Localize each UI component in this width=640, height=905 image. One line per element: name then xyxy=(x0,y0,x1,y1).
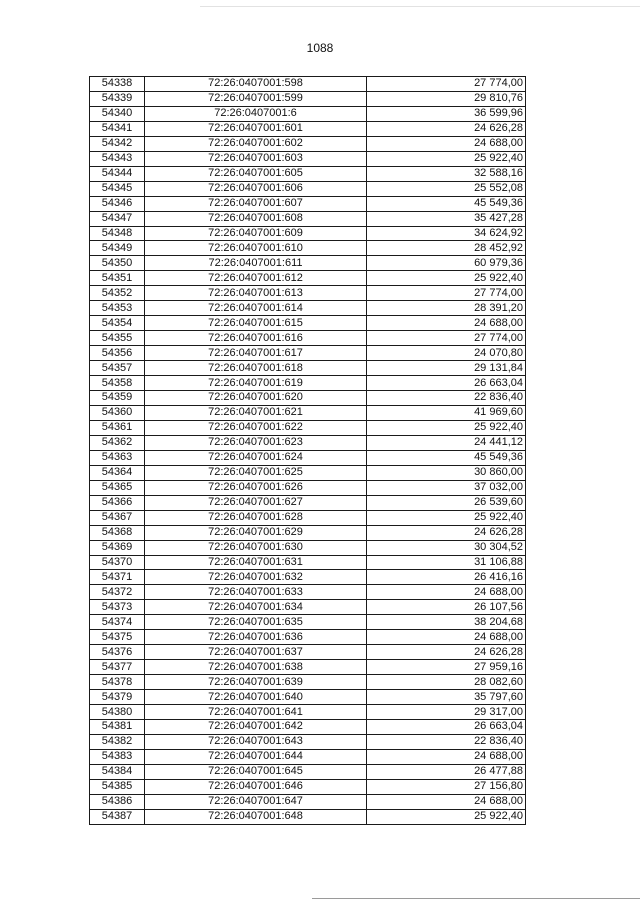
cadastral-value-cell: 38 204,68 xyxy=(367,615,526,630)
cadastral-number-cell: 72:26:0407001:609 xyxy=(145,226,367,241)
row-number-cell: 54373 xyxy=(90,600,145,615)
cadastral-number-cell: 72:26:0407001:614 xyxy=(145,301,367,316)
table-row xyxy=(90,316,526,331)
row-number-cell: 54362 xyxy=(90,435,145,450)
cadastral-number-cell: 72:26:0407001:628 xyxy=(145,510,367,525)
row-number-cell: 54377 xyxy=(90,660,145,675)
cadastral-number-cell: 72:26:0407001:631 xyxy=(145,555,367,570)
cadastral-value-cell: 35 797,60 xyxy=(367,690,526,705)
row-number-cell: 54375 xyxy=(90,630,145,645)
cadastral-value-cell: 24 626,28 xyxy=(367,525,526,540)
cadastral-value-cell: 34 624,92 xyxy=(367,226,526,241)
row-number-cell: 54348 xyxy=(90,226,145,241)
cadastral-value-cell: 26 416,16 xyxy=(367,570,526,585)
row-number-cell: 54369 xyxy=(90,540,145,555)
row-number-cell: 54338 xyxy=(90,77,145,92)
cadastral-value-cell: 35 427,28 xyxy=(367,211,526,226)
table-row xyxy=(90,241,526,256)
cadastral-number-cell: 72:26:0407001:626 xyxy=(145,480,367,495)
row-number-cell: 54347 xyxy=(90,211,145,226)
page-number: 1088 xyxy=(306,41,334,55)
cadastral-number-cell: 72:26:0407001:632 xyxy=(145,570,367,585)
cadastral-number-cell: 72:26:0407001:636 xyxy=(145,630,367,645)
row-number-cell: 54351 xyxy=(90,271,145,286)
cadastral-value-cell: 30 860,00 xyxy=(367,465,526,480)
cadastral-number-cell: 72:26:0407001:607 xyxy=(145,196,367,211)
cadastral-number-cell: 72:26:0407001:624 xyxy=(145,450,367,465)
row-number-cell: 54378 xyxy=(90,675,145,690)
table-row xyxy=(90,121,526,136)
cadastral-value-cell: 25 922,40 xyxy=(367,510,526,525)
cadastral-number-cell: 72:26:0407001:619 xyxy=(145,376,367,391)
table-row xyxy=(90,346,526,361)
cadastral-number-cell: 72:26:0407001:642 xyxy=(145,719,367,734)
table-row xyxy=(90,391,526,406)
table-row xyxy=(90,256,526,271)
table-row xyxy=(90,465,526,480)
cadastral-number-cell: 72:26:0407001:623 xyxy=(145,435,367,450)
cadastral-number-cell: 72:26:0407001:599 xyxy=(145,91,367,106)
cadastral-value-cell: 31 106,88 xyxy=(367,555,526,570)
cadastral-number-cell: 72:26:0407001:644 xyxy=(145,749,367,764)
table-row xyxy=(90,794,526,809)
cadastral-number-cell: 72:26:0407001:648 xyxy=(145,809,367,824)
cadastral-number-cell: 72:26:0407001:646 xyxy=(145,779,367,794)
cadastral-value-cell: 29 317,00 xyxy=(367,705,526,720)
cadastral-number-cell: 72:26:0407001:617 xyxy=(145,346,367,361)
row-number-cell: 54383 xyxy=(90,749,145,764)
cadastral-number-cell: 72:26:0407001:613 xyxy=(145,286,367,301)
cadastral-number-cell: 72:26:0407001:6 xyxy=(145,106,367,121)
row-number-cell: 54345 xyxy=(90,181,145,196)
row-number-cell: 54379 xyxy=(90,690,145,705)
table-row xyxy=(90,77,526,92)
table-row xyxy=(90,286,526,301)
row-number-cell: 54374 xyxy=(90,615,145,630)
cadastral-number-cell: 72:26:0407001:637 xyxy=(145,645,367,660)
table-row xyxy=(90,719,526,734)
cadastral-value-cell: 30 304,52 xyxy=(367,540,526,555)
table-row xyxy=(90,361,526,376)
row-number-cell: 54368 xyxy=(90,525,145,540)
cadastral-number-cell: 72:26:0407001:625 xyxy=(145,465,367,480)
cadastral-value-cell: 45 549,36 xyxy=(367,196,526,211)
cadastral-value-cell: 24 688,00 xyxy=(367,585,526,600)
cadastral-number-cell: 72:26:0407001:598 xyxy=(145,77,367,92)
row-number-cell: 54353 xyxy=(90,301,145,316)
cadastral-value-cell: 25 922,40 xyxy=(367,420,526,435)
row-number-cell: 54371 xyxy=(90,570,145,585)
table-row xyxy=(90,645,526,660)
table-row xyxy=(90,226,526,241)
cadastral-value-cell: 24 626,28 xyxy=(367,645,526,660)
cadastral-value-cell: 26 107,56 xyxy=(367,600,526,615)
row-number-cell: 54385 xyxy=(90,779,145,794)
table-row xyxy=(90,211,526,226)
cadastral-value-cell: 27 774,00 xyxy=(367,331,526,346)
cadastral-value-cell: 22 836,40 xyxy=(367,391,526,406)
cadastral-number-cell: 72:26:0407001:602 xyxy=(145,136,367,151)
row-number-cell: 54341 xyxy=(90,121,145,136)
table-row xyxy=(90,91,526,106)
cadastral-value-cell: 27 156,80 xyxy=(367,779,526,794)
cadastral-number-cell: 72:26:0407001:621 xyxy=(145,405,367,420)
cadastral-number-cell: 72:26:0407001:612 xyxy=(145,271,367,286)
table-row xyxy=(90,615,526,630)
cadastral-number-cell: 72:26:0407001:629 xyxy=(145,525,367,540)
table-row xyxy=(90,301,526,316)
cadastral-value-cell: 41 969,60 xyxy=(367,405,526,420)
cadastral-number-cell: 72:26:0407001:601 xyxy=(145,121,367,136)
cadastral-number-cell: 72:26:0407001:611 xyxy=(145,256,367,271)
table-row xyxy=(90,480,526,495)
table-row xyxy=(90,764,526,779)
cadastral-value-cell: 27 959,16 xyxy=(367,660,526,675)
cadastral-value-cell: 24 070,80 xyxy=(367,346,526,361)
cadastral-value-cell: 27 774,00 xyxy=(367,286,526,301)
cadastral-number-cell: 72:26:0407001:640 xyxy=(145,690,367,705)
cadastral-value-cell: 24 688,00 xyxy=(367,630,526,645)
row-number-cell: 54382 xyxy=(90,734,145,749)
cadastral-value-cell: 24 626,28 xyxy=(367,121,526,136)
cadastral-value-cell: 25 922,40 xyxy=(367,809,526,824)
cadastral-value-cell: 28 391,20 xyxy=(367,301,526,316)
row-number-cell: 54349 xyxy=(90,241,145,256)
row-number-cell: 54358 xyxy=(90,376,145,391)
cadastral-value-cell: 26 539,60 xyxy=(367,495,526,510)
row-number-cell: 54354 xyxy=(90,316,145,331)
scan-edge-line xyxy=(312,898,640,899)
cadastral-number-cell: 72:26:0407001:605 xyxy=(145,166,367,181)
cadastral-number-cell: 72:26:0407001:647 xyxy=(145,794,367,809)
row-number-cell: 54387 xyxy=(90,809,145,824)
cadastral-number-cell: 72:26:0407001:645 xyxy=(145,764,367,779)
table-row xyxy=(90,690,526,705)
cadastral-number-cell: 72:26:0407001:620 xyxy=(145,391,367,406)
cadastral-value-cell: 60 979,36 xyxy=(367,256,526,271)
table-row xyxy=(90,495,526,510)
registry-table-body xyxy=(90,77,526,825)
row-number-cell: 54367 xyxy=(90,510,145,525)
row-number-cell: 54376 xyxy=(90,645,145,660)
cadastral-value-cell: 28 452,92 xyxy=(367,241,526,256)
row-number-cell: 54340 xyxy=(90,106,145,121)
cadastral-number-cell: 72:26:0407001:615 xyxy=(145,316,367,331)
table-row xyxy=(90,435,526,450)
cadastral-number-cell: 72:26:0407001:638 xyxy=(145,660,367,675)
table-row xyxy=(90,555,526,570)
row-number-cell: 54355 xyxy=(90,331,145,346)
registry-table xyxy=(89,76,526,825)
table-row xyxy=(90,151,526,166)
cadastral-value-cell: 29 131,84 xyxy=(367,361,526,376)
row-number-cell: 54359 xyxy=(90,391,145,406)
table-row xyxy=(90,749,526,764)
row-number-cell: 54370 xyxy=(90,555,145,570)
table-row xyxy=(90,525,526,540)
cadastral-value-cell: 25 922,40 xyxy=(367,151,526,166)
row-number-cell: 54386 xyxy=(90,794,145,809)
cadastral-number-cell: 72:26:0407001:606 xyxy=(145,181,367,196)
cadastral-number-cell: 72:26:0407001:641 xyxy=(145,705,367,720)
cadastral-value-cell: 24 688,00 xyxy=(367,316,526,331)
table-row xyxy=(90,136,526,151)
table-row xyxy=(90,450,526,465)
table-row xyxy=(90,585,526,600)
row-number-cell: 54346 xyxy=(90,196,145,211)
cadastral-value-cell: 26 663,04 xyxy=(367,376,526,391)
table-row xyxy=(90,271,526,286)
row-number-cell: 54350 xyxy=(90,256,145,271)
table-row xyxy=(90,540,526,555)
row-number-cell: 54339 xyxy=(90,91,145,106)
table-row xyxy=(90,660,526,675)
table-row xyxy=(90,106,526,121)
cadastral-value-cell: 25 552,08 xyxy=(367,181,526,196)
cadastral-value-cell: 29 810,76 xyxy=(367,91,526,106)
cadastral-value-cell: 32 588,16 xyxy=(367,166,526,181)
table-row xyxy=(90,734,526,749)
row-number-cell: 54365 xyxy=(90,480,145,495)
cadastral-number-cell: 72:26:0407001:610 xyxy=(145,241,367,256)
table-row xyxy=(90,510,526,525)
row-number-cell: 54343 xyxy=(90,151,145,166)
cadastral-number-cell: 72:26:0407001:634 xyxy=(145,600,367,615)
row-number-cell: 54381 xyxy=(90,719,145,734)
cadastral-number-cell: 72:26:0407001:643 xyxy=(145,734,367,749)
cadastral-value-cell: 24 441,12 xyxy=(367,435,526,450)
table-row xyxy=(90,570,526,585)
cadastral-number-cell: 72:26:0407001:639 xyxy=(145,675,367,690)
row-number-cell: 54357 xyxy=(90,361,145,376)
cadastral-number-cell: 72:26:0407001:616 xyxy=(145,331,367,346)
table-row xyxy=(90,181,526,196)
cadastral-value-cell: 26 663,04 xyxy=(367,719,526,734)
cadastral-value-cell: 28 082,60 xyxy=(367,675,526,690)
table-row xyxy=(90,166,526,181)
table-row xyxy=(90,705,526,720)
cadastral-number-cell: 72:26:0407001:627 xyxy=(145,495,367,510)
cadastral-value-cell: 36 599,96 xyxy=(367,106,526,121)
table-row xyxy=(90,600,526,615)
scan-edge-line xyxy=(200,6,640,7)
cadastral-number-cell: 72:26:0407001:603 xyxy=(145,151,367,166)
table-row xyxy=(90,376,526,391)
cadastral-value-cell: 45 549,36 xyxy=(367,450,526,465)
row-number-cell: 54344 xyxy=(90,166,145,181)
cadastral-value-cell: 26 477,88 xyxy=(367,764,526,779)
table-row xyxy=(90,675,526,690)
row-number-cell: 54363 xyxy=(90,450,145,465)
cadastral-number-cell: 72:26:0407001:630 xyxy=(145,540,367,555)
table-row xyxy=(90,331,526,346)
row-number-cell: 54366 xyxy=(90,495,145,510)
table-row xyxy=(90,196,526,211)
cadastral-number-cell: 72:26:0407001:608 xyxy=(145,211,367,226)
cadastral-value-cell: 24 688,00 xyxy=(367,794,526,809)
cadastral-number-cell: 72:26:0407001:635 xyxy=(145,615,367,630)
cadastral-number-cell: 72:26:0407001:622 xyxy=(145,420,367,435)
row-number-cell: 54360 xyxy=(90,405,145,420)
table-row xyxy=(90,809,526,824)
table-row xyxy=(90,630,526,645)
cadastral-value-cell: 22 836,40 xyxy=(367,734,526,749)
cadastral-value-cell: 25 922,40 xyxy=(367,271,526,286)
cadastral-value-cell: 37 032,00 xyxy=(367,480,526,495)
row-number-cell: 54352 xyxy=(90,286,145,301)
table-row xyxy=(90,420,526,435)
cadastral-number-cell: 72:26:0407001:633 xyxy=(145,585,367,600)
row-number-cell: 54364 xyxy=(90,465,145,480)
cadastral-value-cell: 24 688,00 xyxy=(367,749,526,764)
row-number-cell: 54361 xyxy=(90,420,145,435)
row-number-cell: 54380 xyxy=(90,705,145,720)
cadastral-value-cell: 27 774,00 xyxy=(367,77,526,92)
row-number-cell: 54356 xyxy=(90,346,145,361)
row-number-cell: 54384 xyxy=(90,764,145,779)
table-row xyxy=(90,779,526,794)
cadastral-value-cell: 24 688,00 xyxy=(367,136,526,151)
row-number-cell: 54372 xyxy=(90,585,145,600)
cadastral-number-cell: 72:26:0407001:618 xyxy=(145,361,367,376)
row-number-cell: 54342 xyxy=(90,136,145,151)
table-row xyxy=(90,405,526,420)
